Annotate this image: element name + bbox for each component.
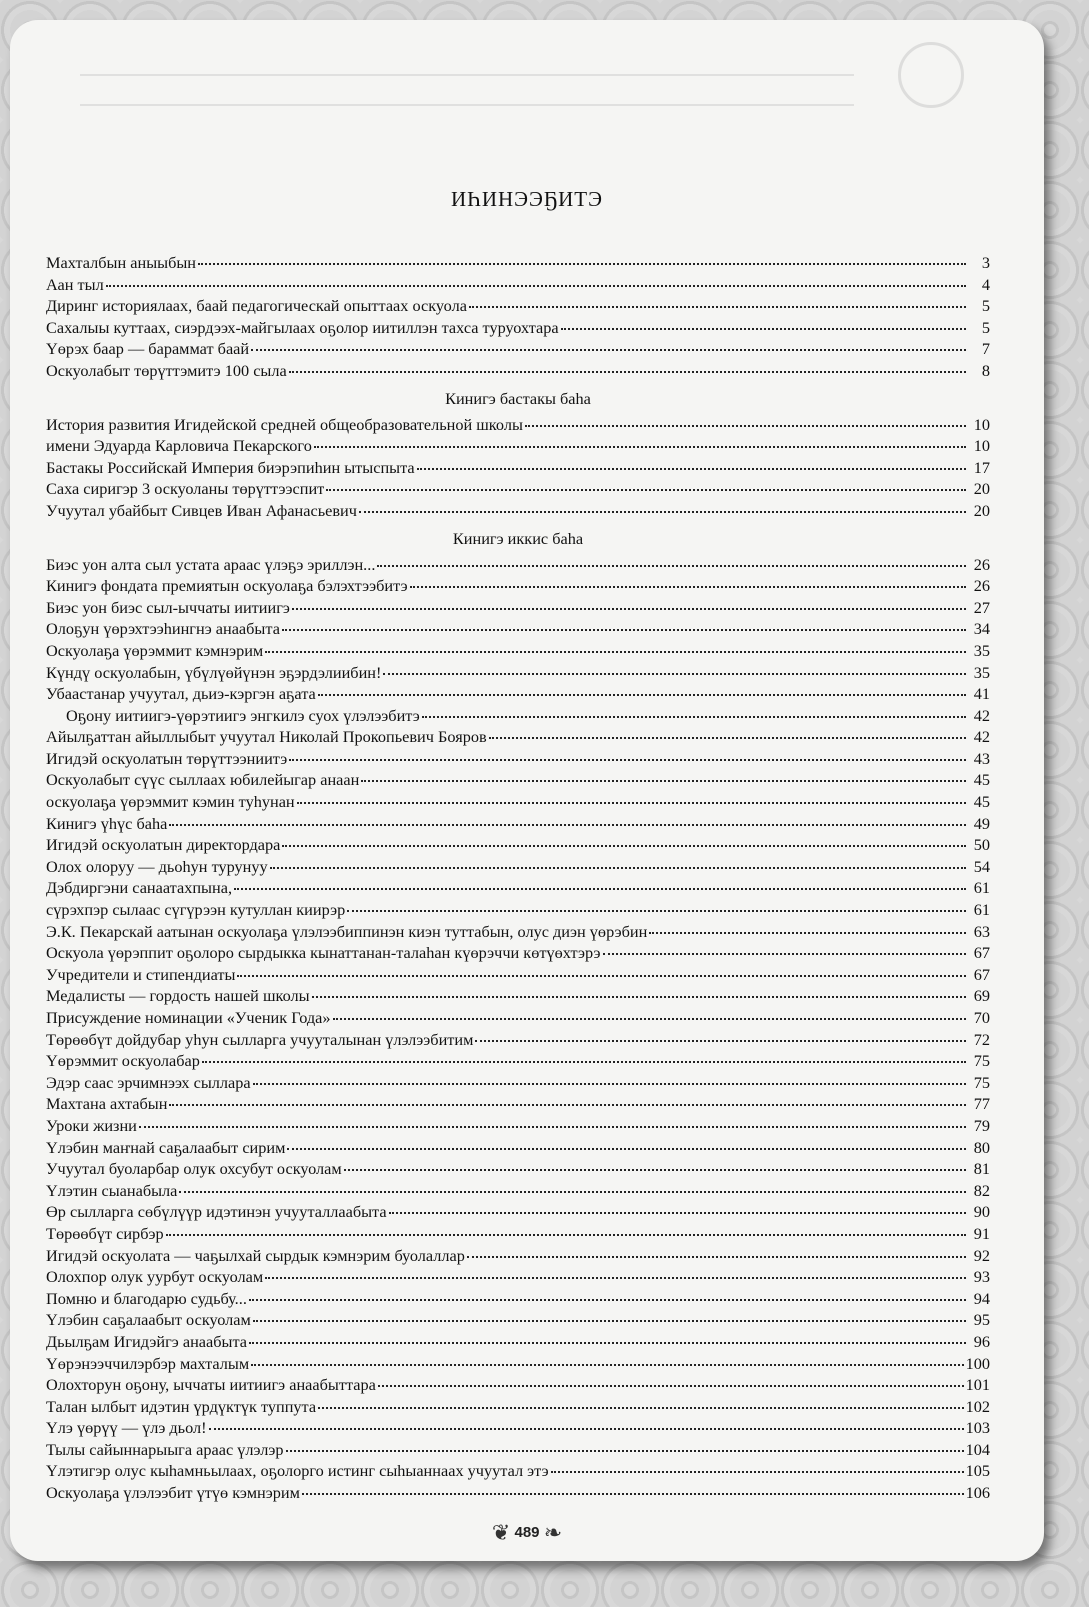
dot-leader bbox=[289, 371, 966, 373]
dot-leader bbox=[139, 1126, 966, 1128]
dot-leader bbox=[249, 1299, 966, 1301]
toc-entry-page: 42 bbox=[973, 727, 990, 747]
dot-leader bbox=[169, 1104, 966, 1106]
toc-entry bbox=[46, 1050, 990, 1072]
toc-entry-title: Төрөөбүт сирбэр bbox=[46, 1223, 164, 1243]
toc-entry-title: Уроки жизни bbox=[46, 1115, 137, 1135]
toc-entry bbox=[46, 1180, 990, 1202]
toc-entry bbox=[46, 500, 990, 522]
toc-entry-page: 5 bbox=[981, 296, 990, 316]
dot-leader bbox=[251, 349, 966, 351]
dot-leader bbox=[209, 1428, 964, 1430]
dot-leader bbox=[169, 824, 966, 826]
toc-entry-page: 70 bbox=[973, 1008, 990, 1027]
toc-entry-title: Айылҕаттан айыллыбыт учуутал Николай Прокопьевич Бояров bbox=[46, 727, 487, 747]
toc-entry-page: 10 bbox=[973, 414, 990, 434]
toc-entry-page: 43 bbox=[973, 748, 990, 768]
dot-leader bbox=[417, 468, 966, 470]
toc-entry bbox=[46, 985, 990, 1007]
dot-leader bbox=[179, 1191, 966, 1193]
toc-entry bbox=[46, 1137, 990, 1159]
dot-leader bbox=[422, 716, 966, 718]
toc-entry-title: имени Эдуарда Карловича Пекарского bbox=[46, 436, 312, 456]
toc-entry-title: Олоҕун үөрэхтээһингнэ анаабыта bbox=[46, 619, 280, 639]
toc-entry-page: 27 bbox=[973, 597, 990, 617]
dot-leader bbox=[344, 1169, 966, 1171]
toc-entry-title: Оскуолаҕа үөрэммит кэмнэрим bbox=[46, 640, 264, 660]
toc-entry-title: Оскуолабыт төрүттэмитэ 100 сыла bbox=[46, 360, 287, 380]
toc-entry bbox=[46, 1396, 990, 1418]
toc-entry bbox=[46, 1223, 990, 1245]
toc-entry-title: Өр сылларга сөбүлүүр идэтинэн учууталлаабыта bbox=[46, 1202, 387, 1222]
toc-entry-page: 26 bbox=[973, 576, 990, 596]
dot-leader bbox=[361, 780, 966, 782]
toc-entry bbox=[46, 435, 990, 457]
table-of-contents bbox=[46, 252, 990, 1504]
dot-leader bbox=[318, 1407, 963, 1409]
toc-entry bbox=[46, 1201, 990, 1223]
toc-entry bbox=[46, 921, 990, 943]
toc-entry-page: 95 bbox=[973, 1310, 990, 1330]
dot-leader bbox=[202, 1061, 966, 1063]
toc-entry-page: 75 bbox=[973, 1072, 990, 1092]
dot-leader bbox=[270, 867, 966, 869]
toc-entry-page: 94 bbox=[973, 1288, 990, 1308]
toc-entry bbox=[46, 597, 990, 619]
dot-leader bbox=[198, 263, 966, 265]
toc-entry-title: Биэс уон алта сыл устата араас үлэҕэ эриллэн... bbox=[46, 554, 376, 574]
dot-leader bbox=[603, 953, 966, 955]
toc-entry-title: Олохпор олук уурбут оскуолам bbox=[46, 1267, 264, 1287]
toc-entry bbox=[46, 457, 990, 479]
toc-entry-title: Э.К. Пекарскай аатынан оскуолаҕа үлэлээбиппинэн киэн туттабын, олус диэн үөрэбин bbox=[46, 921, 648, 941]
toc-entry-page: 4 bbox=[981, 274, 990, 294]
dot-leader bbox=[314, 446, 966, 448]
dot-leader bbox=[333, 1018, 966, 1020]
toc-entry bbox=[46, 317, 990, 339]
toc-entry-title: Игидэй оскуолата — чаҕылхай сырдык кэмнэрим буолаллар bbox=[46, 1245, 465, 1265]
toc-entry-page: 75 bbox=[973, 1051, 990, 1071]
toc-entry-page: 41 bbox=[973, 684, 990, 704]
toc-entry-page: 49 bbox=[973, 813, 990, 833]
toc-entry-page: 72 bbox=[973, 1029, 990, 1049]
toc-entry-page: 35 bbox=[973, 662, 990, 682]
toc-entry bbox=[46, 1331, 990, 1353]
toc-entry bbox=[46, 899, 990, 921]
toc-entry-title: Үлэ үөрүү — үлэ дьол! bbox=[46, 1418, 207, 1438]
toc-entry-title: Дьылҕам Игидэйгэ анаабыта bbox=[46, 1331, 248, 1351]
toc-entry-page: 92 bbox=[973, 1245, 990, 1265]
dot-leader bbox=[312, 996, 966, 998]
toc-entry-title: Оскуолаҕа үлэлээбит үтүө кэмнэрим bbox=[46, 1483, 300, 1503]
toc-entry bbox=[46, 338, 990, 360]
toc-entry bbox=[46, 618, 990, 640]
toc-entry bbox=[46, 1266, 990, 1288]
dot-leader bbox=[251, 1364, 963, 1366]
toc-entry-title: Помню и благодарю судьбу... bbox=[46, 1288, 247, 1308]
toc-entry-title: Күндү оскуолабын, үбүлүөйүнэн эҕэрдэлиибин! bbox=[46, 662, 382, 682]
toc-entry-page: 20 bbox=[973, 479, 990, 499]
toc-entry-page: 104 bbox=[965, 1439, 990, 1459]
toc-entry-page: 91 bbox=[973, 1223, 990, 1243]
toc-entry-page: 79 bbox=[973, 1115, 990, 1135]
toc-entry-title: Учредители и стипендиаты bbox=[46, 964, 236, 984]
toc-entry bbox=[46, 791, 990, 813]
dot-leader bbox=[561, 328, 966, 330]
dot-leader bbox=[265, 1277, 966, 1279]
toc-entry-title: Убаастанар учуутал, дьиэ-кэргэн аҕата bbox=[46, 684, 316, 704]
toc-entry-title: Төрөөбүт дойдубар уһун сылларга учууталынан үлэлээбитим bbox=[46, 1029, 474, 1049]
toc-entry-title: Үөрэммит оскуолабар bbox=[46, 1051, 200, 1071]
toc-entry bbox=[46, 964, 990, 986]
toc-entry bbox=[46, 554, 990, 576]
toc-entry-page: 61 bbox=[973, 900, 990, 920]
toc-entry-title: сүрэхпэр сылаас сүгүрээн кутуллан киирэр bbox=[46, 900, 346, 920]
toc-entry bbox=[46, 252, 990, 274]
dot-leader bbox=[378, 1385, 964, 1387]
toc-entry-page: 80 bbox=[973, 1137, 990, 1157]
toc-entry-page: 3 bbox=[981, 253, 990, 272]
toc-entry-page: 8 bbox=[981, 360, 990, 380]
toc-entry bbox=[46, 1417, 990, 1439]
toc-entry-page: 20 bbox=[973, 500, 990, 520]
book-page bbox=[10, 20, 1044, 1561]
toc-entry-page: 61 bbox=[973, 878, 990, 898]
toc-entry-page: 82 bbox=[973, 1180, 990, 1200]
dot-leader bbox=[649, 932, 966, 934]
dot-leader bbox=[282, 629, 966, 631]
toc-entry-page: 34 bbox=[973, 619, 990, 639]
toc-entry-title: Олох олоруу — дьоһун турунуу bbox=[46, 856, 268, 876]
toc-entry bbox=[46, 1460, 990, 1482]
toc-entry-title: Махтана ахтабын bbox=[46, 1094, 168, 1114]
toc-entry-page: 26 bbox=[973, 554, 990, 574]
dot-leader bbox=[292, 608, 966, 610]
toc-entry-title: Олохторун оҕону, ыччаты иитиигэ анаабыттара bbox=[46, 1375, 376, 1395]
dot-leader bbox=[389, 1212, 966, 1214]
toc-entry bbox=[46, 295, 990, 317]
toc-entry-title: Учуутал буоларбар олук охсубут оскуолам bbox=[46, 1159, 342, 1179]
toc-entry-title: Присуждение номинации «Ученик Года» bbox=[46, 1008, 331, 1027]
toc-entry-page: 103 bbox=[965, 1418, 990, 1438]
right-ornament-icon: ❧ bbox=[543, 1520, 563, 1545]
toc-entry bbox=[46, 705, 990, 727]
toc-entry-title: Игидэй оскуолатын директордара bbox=[46, 835, 281, 855]
toc-entry bbox=[46, 1007, 990, 1029]
toc-entry-title: Игидэй оскуолатын төрүттээниитэ bbox=[46, 748, 288, 768]
toc-entry-page: 45 bbox=[973, 770, 990, 790]
toc-entry-page: 90 bbox=[973, 1202, 990, 1222]
toc-entry bbox=[46, 274, 990, 296]
toc-entry-title: Үөрэх баар — бараммат баай bbox=[46, 339, 250, 359]
toc-entry-title: Кинигэ фондата премиятын оскуолаҕа бэлэхтээбитэ bbox=[46, 576, 408, 596]
toc-entry bbox=[46, 1158, 990, 1180]
toc-entry-page: 54 bbox=[973, 856, 990, 876]
toc-entry bbox=[46, 877, 990, 899]
toc-entry bbox=[46, 1029, 990, 1051]
toc-entry-title: Талан ылбыт идэтин үрдүктүк туппута bbox=[46, 1396, 317, 1416]
toc-entry-title: Саха сиригэр 3 оскуоланы төрүттээспит bbox=[46, 479, 325, 499]
toc-entry-title: История развития Игидейской средней общеобразовательной школы bbox=[46, 414, 523, 434]
dot-leader bbox=[467, 1256, 966, 1258]
left-ornament-icon: ❦ bbox=[491, 1520, 511, 1545]
toc-entry bbox=[46, 726, 990, 748]
toc-entry-page: 35 bbox=[973, 640, 990, 660]
dot-leader bbox=[326, 489, 966, 491]
toc-entry-page: 93 bbox=[973, 1267, 990, 1287]
toc-entry bbox=[46, 640, 990, 662]
dot-leader bbox=[253, 1320, 966, 1322]
dot-leader bbox=[318, 694, 966, 696]
toc-entry bbox=[46, 856, 990, 878]
dot-leader bbox=[287, 1148, 966, 1150]
toc-entry-page: 67 bbox=[973, 964, 990, 984]
dot-leader bbox=[469, 306, 966, 308]
dot-leader bbox=[282, 845, 966, 847]
dot-leader bbox=[302, 1493, 964, 1495]
toc-entry-title: Үөрэнээччилэрбэр махталым bbox=[46, 1353, 250, 1373]
dot-leader bbox=[297, 802, 966, 804]
toc-entry-page: 45 bbox=[973, 792, 990, 812]
dot-leader bbox=[475, 1040, 966, 1042]
toc-entry-title: Учуутал убайбыт Сивцев Иван Афанасьевич bbox=[46, 500, 357, 520]
dot-leader bbox=[359, 511, 966, 513]
dot-leader bbox=[347, 910, 966, 912]
toc-entry-title: Үлэбин маҥнай саҕалаабыт сирим bbox=[46, 1137, 286, 1157]
toc-entry-title: Дэбдиргэни санаатахпына, bbox=[46, 878, 233, 898]
toc-entry bbox=[46, 1439, 990, 1461]
toc-entry bbox=[46, 769, 990, 791]
toc-entry bbox=[46, 1482, 990, 1504]
dot-leader bbox=[551, 1471, 964, 1473]
dot-leader bbox=[410, 586, 966, 588]
page-footer bbox=[10, 1520, 1044, 1546]
dot-leader bbox=[249, 1342, 966, 1344]
dot-leader bbox=[166, 1234, 966, 1236]
toc-entry-title: Биэс уон биэс сыл-ыччаты иитиигэ bbox=[46, 597, 290, 617]
toc-entry-title: Махталбын аныыбын bbox=[46, 253, 197, 272]
toc-entry-title: Үлэбин саҕалаабыт оскуолам bbox=[46, 1310, 251, 1330]
toc-entry bbox=[46, 813, 990, 835]
toc-entry-page: 17 bbox=[973, 457, 990, 477]
toc-entry-page: 7 bbox=[981, 339, 990, 359]
dot-leader bbox=[265, 651, 966, 653]
toc-entry bbox=[46, 414, 990, 436]
dot-leader bbox=[234, 888, 966, 890]
toc-entry-title: Бастакы Российскай Империя биэрэпиһин ытыспыта bbox=[46, 457, 415, 477]
toc-entry bbox=[46, 1072, 990, 1094]
dot-leader bbox=[377, 565, 966, 567]
toc-entry-title: Аан тыл bbox=[46, 274, 104, 294]
bleed-through-header bbox=[80, 34, 974, 124]
toc-entry bbox=[46, 662, 990, 684]
section-heading: Кинигэ иккис баһа bbox=[452, 528, 584, 548]
toc-entry-page: 102 bbox=[965, 1396, 990, 1416]
dot-leader bbox=[106, 285, 966, 287]
toc-entry-page: 63 bbox=[973, 921, 990, 941]
dot-leader bbox=[253, 1083, 966, 1085]
dot-leader bbox=[286, 1450, 964, 1452]
toc-entry-page: 67 bbox=[973, 943, 990, 963]
toc-entry-title: Оҕону иитиигэ-үөрэтиигэ энгкилэ суох үлэлээбитэ bbox=[66, 705, 420, 725]
dot-leader bbox=[383, 673, 966, 675]
toc-entry-title: Оскуола үөрэппит оҕолоро сырдыкка кынаттанан-талаһан күөрэччи көтүөхтэрэ bbox=[46, 943, 601, 963]
ornament-icon bbox=[898, 42, 964, 108]
toc-entry-page: 5 bbox=[981, 317, 990, 337]
toc-entry-page: 42 bbox=[973, 705, 990, 725]
toc-entry bbox=[46, 834, 990, 856]
toc-entry-title: Диринг историялаах, баай педагогическай опыттаах оскуола bbox=[46, 296, 467, 316]
toc-entry bbox=[46, 1093, 990, 1115]
toc-entry-title: Эдэр саас эрчимнээх сыллара bbox=[46, 1072, 251, 1092]
toc-entry-page: 10 bbox=[973, 436, 990, 456]
toc-entry bbox=[46, 1353, 990, 1375]
toc-entry bbox=[46, 1288, 990, 1310]
toc-entry bbox=[46, 748, 990, 770]
toc-entry-page: 50 bbox=[973, 835, 990, 855]
toc-entry-title: Медалисты — гордость нашей школы bbox=[46, 986, 310, 1006]
page-title: ИҺИНЭЭҔИТЭ bbox=[451, 187, 603, 211]
dot-leader bbox=[237, 975, 966, 977]
toc-entry bbox=[46, 1245, 990, 1267]
dot-leader bbox=[525, 425, 966, 427]
toc-entry-title: Оскуолабыт сүүс сыллаах юбилейыгар анаан bbox=[46, 770, 360, 790]
toc-entry-page: 77 bbox=[973, 1094, 990, 1114]
toc-entry-title: Тылы сайыннарыыга араас үлэлэр bbox=[46, 1439, 284, 1459]
toc-entry bbox=[46, 1309, 990, 1331]
dot-leader bbox=[489, 737, 966, 739]
section-heading: Кинигэ бастакы баһа bbox=[445, 388, 591, 408]
toc-entry-page: 81 bbox=[973, 1159, 990, 1179]
toc-entry-page: 69 bbox=[973, 986, 990, 1006]
toc-entry-page: 100 bbox=[965, 1353, 990, 1373]
toc-entry-page: 96 bbox=[973, 1331, 990, 1351]
toc-entry bbox=[46, 942, 990, 964]
dot-leader bbox=[289, 759, 966, 761]
toc-entry bbox=[46, 1374, 990, 1396]
toc-entry bbox=[46, 1115, 990, 1137]
toc-entry-title: Үлэтин сыанабыла bbox=[46, 1180, 178, 1200]
toc-entry bbox=[46, 575, 990, 597]
toc-entry bbox=[46, 478, 990, 500]
toc-entry bbox=[46, 360, 990, 382]
toc-entry-title: Үлэтигэр олус кыһамньылаах, оҕолорго истинг сыһыаннаах учуутал этэ bbox=[46, 1461, 549, 1481]
toc-entry-title: оскуолаҕа үөрэммит кэмин туһунан bbox=[46, 792, 295, 812]
toc-entry bbox=[46, 683, 990, 705]
toc-entry-title: Кинигэ үһүс баһа bbox=[46, 813, 168, 833]
page-number: 489 bbox=[514, 1523, 540, 1541]
toc-entry-page: 101 bbox=[965, 1375, 990, 1395]
toc-entry-page: 106 bbox=[965, 1483, 990, 1503]
toc-entry-title: Сахалыы куттаах, сиэрдээх-майгылаах оҕолор иитиллэн тахса туруохтара bbox=[46, 317, 559, 337]
toc-entry-page: 105 bbox=[965, 1461, 990, 1481]
